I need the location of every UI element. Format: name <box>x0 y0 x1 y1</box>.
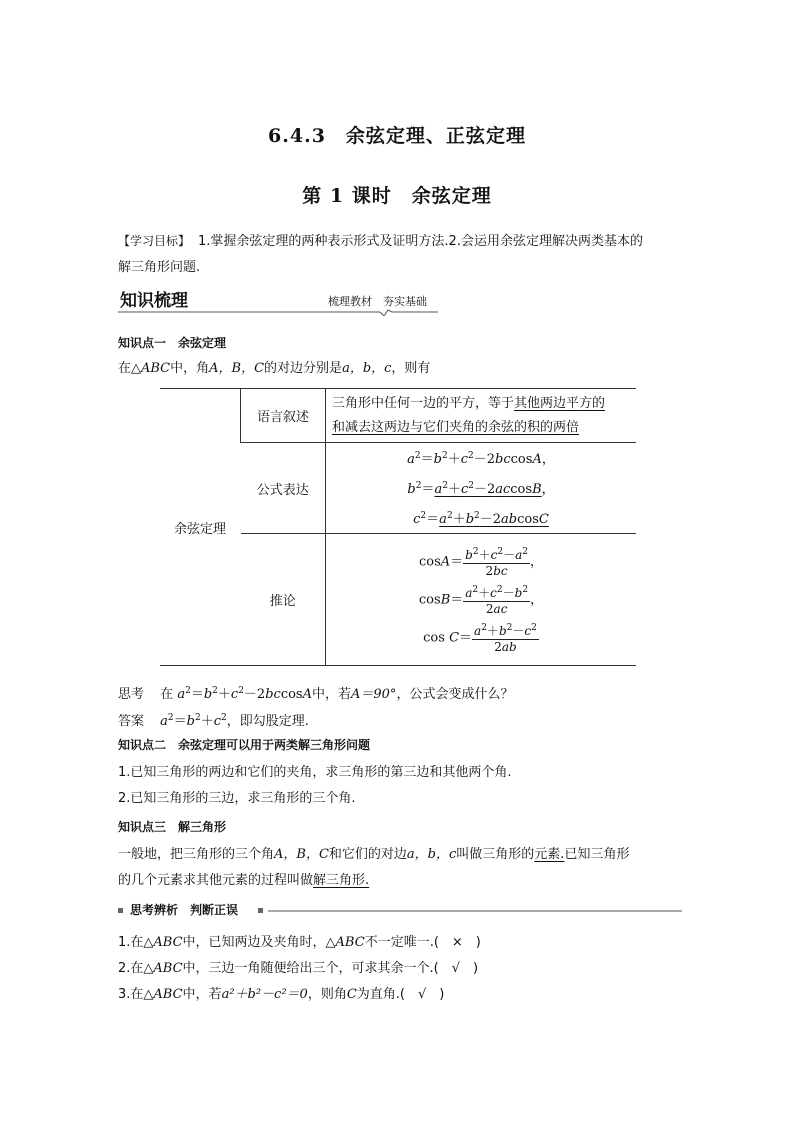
judge-item-1 <box>118 930 481 956</box>
corollary-cosC: cos C＝ $\frac{a^2+b^2-c^2}{2ab}$ <box>423 622 537 654</box>
row2-formulas <box>326 443 637 534</box>
intro-sides: a，b，c <box>342 361 392 376</box>
think-text: ，公式会变成什么？ <box>396 687 514 702</box>
knowledge-point-1-intro <box>118 356 430 382</box>
formula-b2: $b^2=a^2+c^2-2accosB$， <box>407 481 555 497</box>
answer-text: ，即勾股定理. <box>226 714 309 729</box>
intro-text: 中，角 <box>170 361 210 376</box>
row3-label-cell <box>241 534 326 666</box>
p3-underlined: 解三角形. <box>313 873 370 888</box>
judge-text: 为直角.( √ ) <box>356 987 445 1002</box>
think-text: 在 <box>160 687 174 702</box>
judge-abc: ABC <box>335 935 365 950</box>
corollary-cosB: cosB＝ $\frac{a^2+c^2-b^2}{2ac}$ ， <box>418 584 544 616</box>
table-left-label <box>160 389 241 666</box>
p3-text: 一般地，把三角形的三个角 <box>118 847 275 862</box>
row1-label: 语言叙述 <box>256 410 309 425</box>
judge-text: 中，已知两边及夹角时，△ <box>182 935 336 950</box>
judge-text: 3.在△ <box>118 987 154 1002</box>
formula-a2: $a^2=b^2+c^2-2bccosA$， <box>407 451 555 467</box>
think-text: 中，若 <box>311 687 351 702</box>
answer-formula: $a^2=b^2+c^2$ <box>160 713 227 729</box>
p3-text: 叫做三角形的 <box>456 847 535 862</box>
knowledge-point-2-item-1: 1.已知三角形的两边和它们的夹角，求三角形的第三边和其他两个角. <box>118 765 512 780</box>
p3-text: 已知三角形 <box>564 847 630 862</box>
p3-sides: a，b，c <box>406 847 457 862</box>
row1-text: 三角形中任何一边的平方，等于 <box>332 395 515 411</box>
left-label-text: 余弦定理 <box>173 521 226 537</box>
objective-text-2: 解三角形问题. <box>118 260 201 275</box>
intro-text: ，则有 <box>391 361 431 376</box>
row1-underlined: 和减去这两边与它们夹角的余弦的积的两倍 <box>332 419 580 435</box>
lesson-subtitle: 第 1 课时 余弦定理 <box>302 185 492 207</box>
row1-underlined: 其他两边平方的 <box>514 395 606 411</box>
intro-angles: A，B，C <box>209 361 265 376</box>
intro-text: 的对边分别是 <box>264 361 343 376</box>
judge-equation: a²＋b²－c²＝0 <box>221 987 308 1002</box>
section-subtitle-knowledge: 梳理教材 夯实基础 <box>328 295 427 308</box>
judge-text: 不一定唯一.( × ) <box>364 935 481 950</box>
judge-abc: ABC <box>153 961 183 976</box>
section-title-knowledge: 知识梳理 <box>120 291 188 311</box>
judge-text: ，则角 <box>307 987 347 1002</box>
p3-underlined: 元素. <box>534 847 565 862</box>
knowledge-point-3-title: 知识点三 解三角形 <box>118 820 227 834</box>
think-condition: A＝90° <box>351 687 397 702</box>
p3-angles: A，B，C <box>274 847 329 862</box>
formula-c2: $c^2=a^2+b^2-2abcosC$ <box>413 511 549 527</box>
think-question <box>118 678 513 708</box>
judge-abc: ABC <box>153 987 183 1002</box>
knowledge-point-3-text <box>118 842 698 894</box>
row3-corollaries <box>326 534 637 666</box>
cosine-law-table <box>160 388 636 666</box>
judge-text: 中，三边一角随便给出三个，可求其余一个.( √ ) <box>182 961 479 976</box>
intro-text: 在△ <box>118 361 141 376</box>
judge-text: 2.在△ <box>118 961 154 976</box>
judge-text: 中，若 <box>182 987 222 1002</box>
row1-content <box>326 389 637 443</box>
learning-objective <box>118 228 688 281</box>
objective-text-1: 1.掌握余弦定理的两种表示形式及证明方法.2.会运用余弦定理解决两类基本的 <box>198 234 643 249</box>
row3-label: 推论 <box>269 594 296 609</box>
section-title-judge: 思考辨析 判断正误 <box>130 903 239 917</box>
row2-label: 公式表达 <box>256 482 309 498</box>
row2-label-cell <box>241 443 326 534</box>
p3-text: 的几个元素求其他元素的过程叫做 <box>118 873 314 888</box>
objective-label: 【学习目标】 <box>118 234 191 248</box>
row1-label-cell <box>241 389 326 443</box>
answer-label: 答案 <box>118 714 145 729</box>
judge-item-3 <box>118 982 444 1008</box>
think-formula: $a^2=b^2+c^2-2bccosA$ <box>177 686 312 702</box>
lesson-title: 6.4.3 余弦定理、正弦定理 <box>268 125 526 147</box>
p3-text: 和它们的对边 <box>328 847 407 862</box>
judge-text: 1.在△ <box>118 935 154 950</box>
corollary-cosA: cosA＝ $\frac{b^2+c^2-a^2}{2bc}$ ， <box>418 546 543 578</box>
knowledge-point-2-item-2: 2.已知三角形的三边，求三角形的三个角. <box>118 791 356 806</box>
think-answer <box>118 705 309 735</box>
knowledge-point-1-title: 知识点一 余弦定理 <box>118 336 227 350</box>
think-label: 思考 <box>118 687 145 702</box>
judge-abc: ABC <box>153 935 183 950</box>
knowledge-point-2-title: 知识点二 余弦定理可以用于两类解三角形问题 <box>118 738 371 752</box>
intro-abc: ABC <box>141 361 171 376</box>
judge-item-2 <box>118 956 478 982</box>
judge-angle: C <box>346 987 357 1002</box>
